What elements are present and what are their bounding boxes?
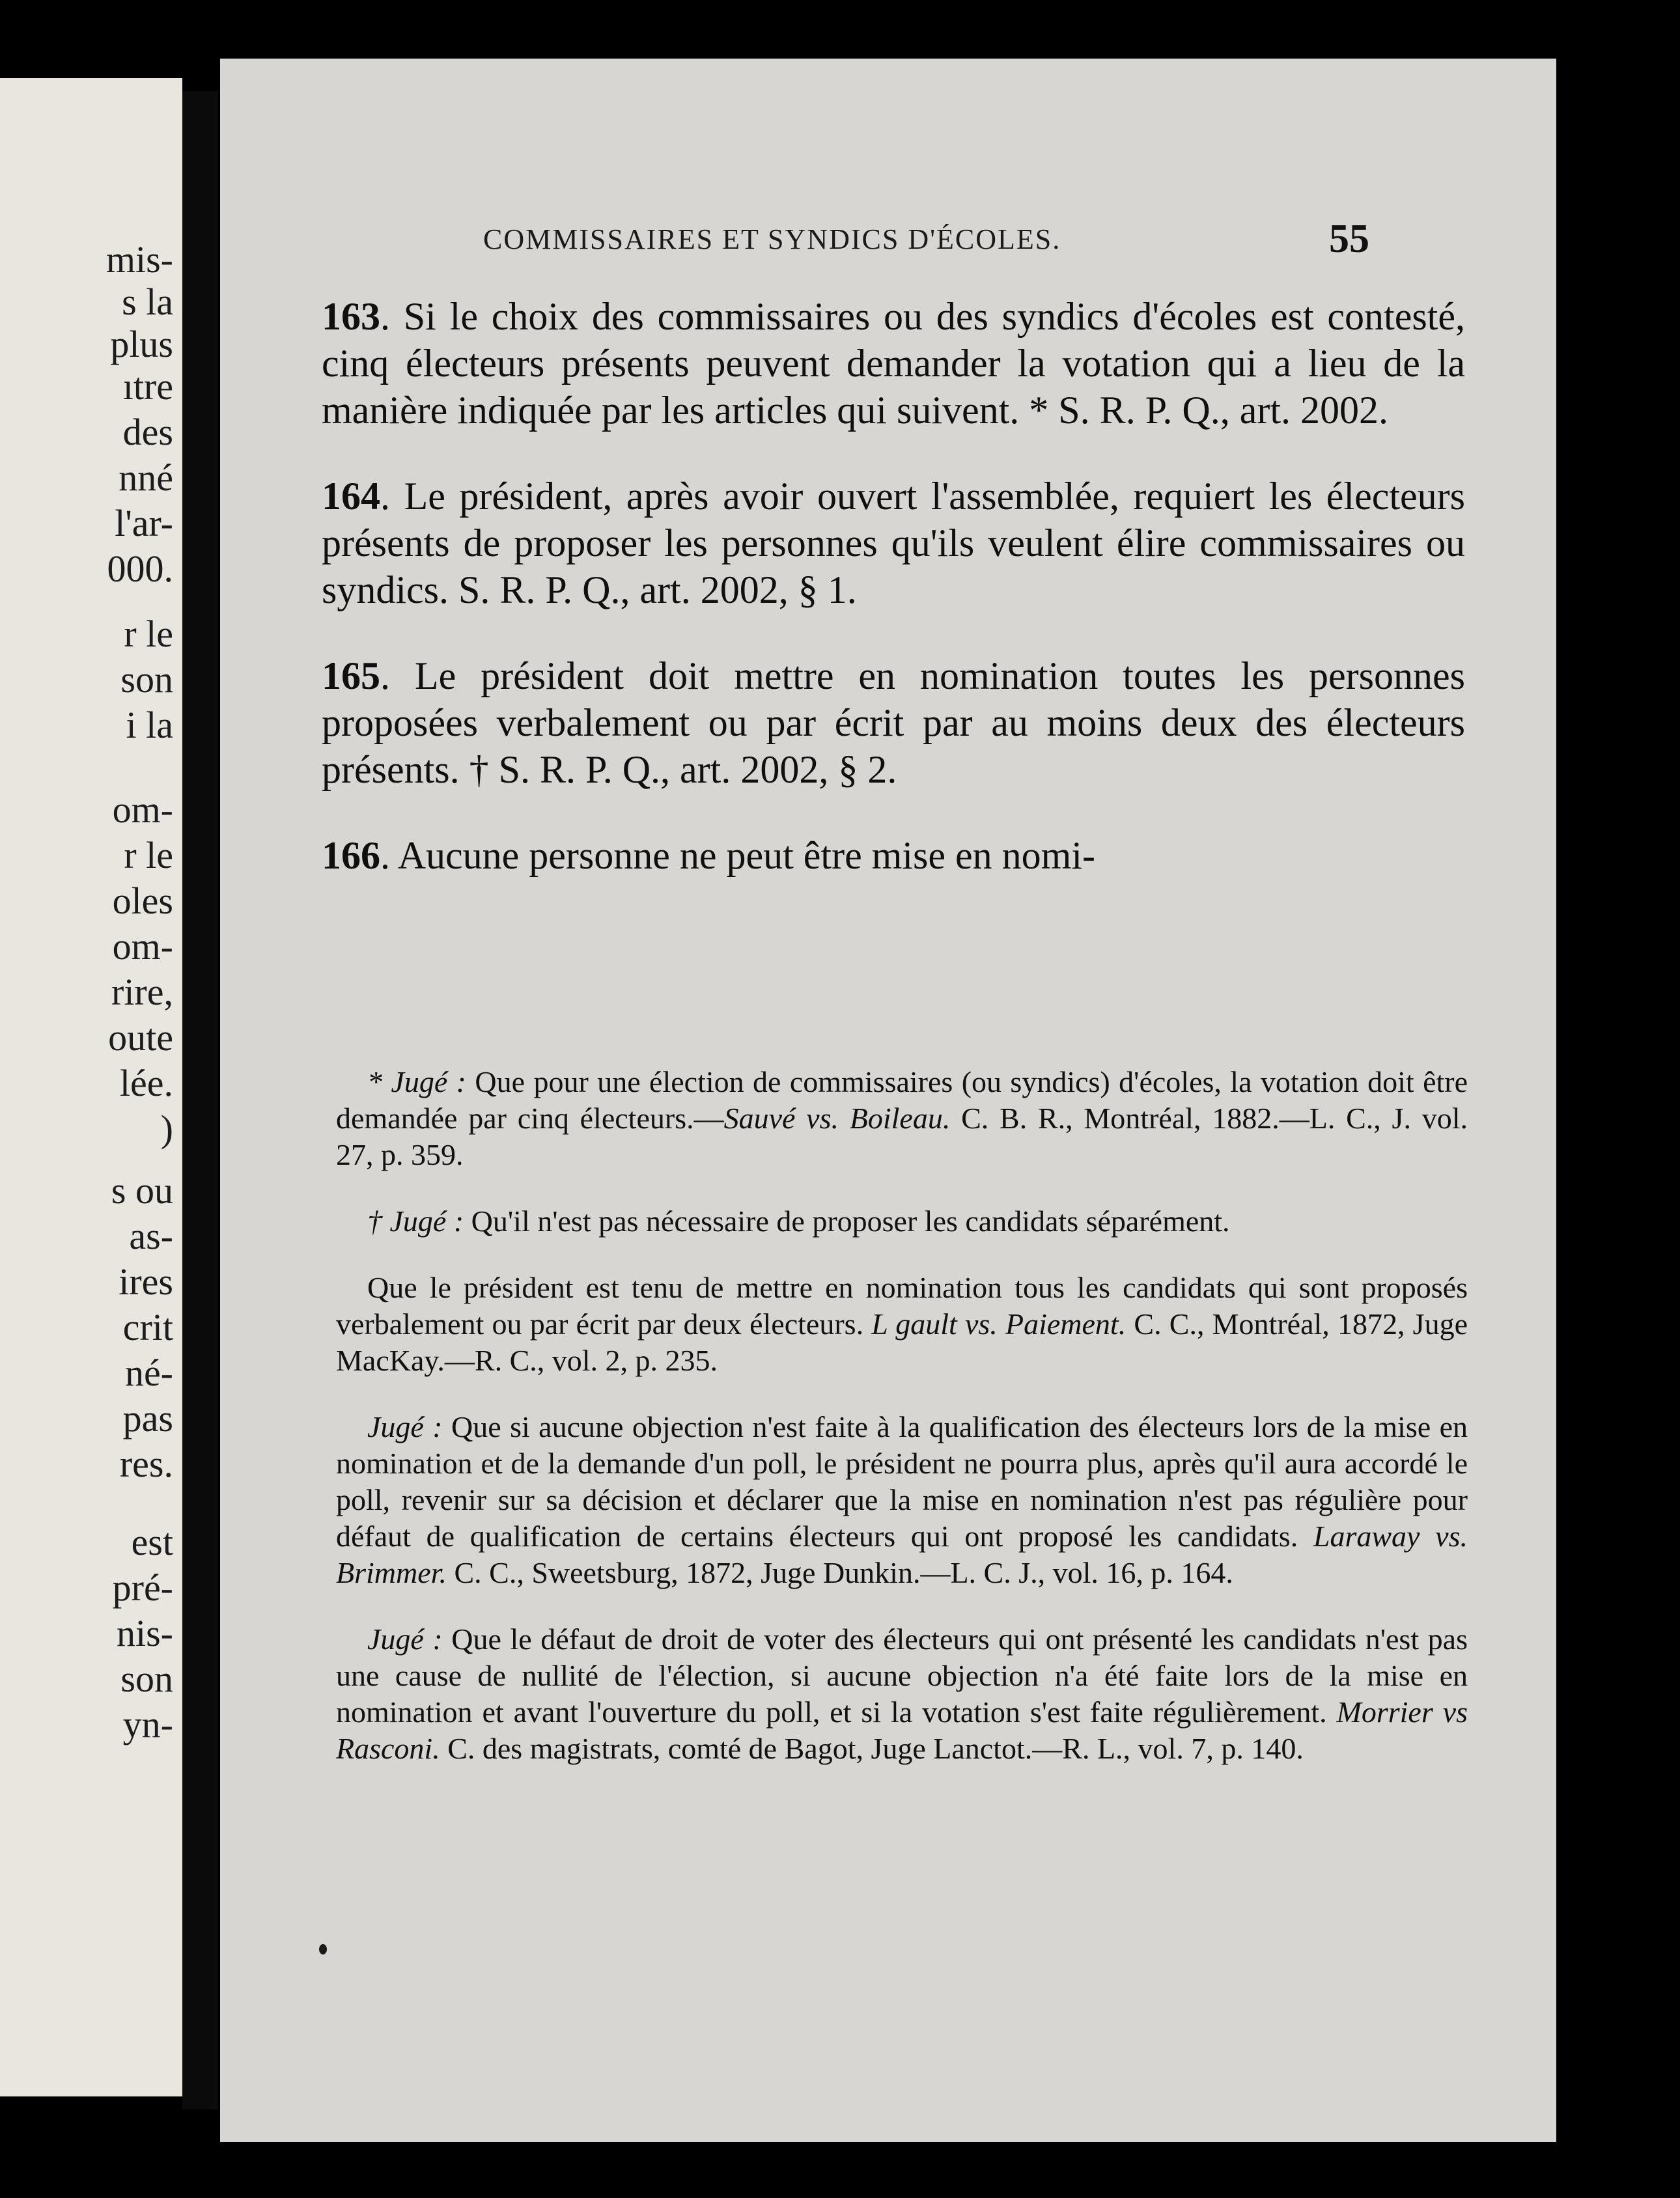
article-text: . Le président, après avoir ouvert l'assemblée, requiert les électeurs présents de proposer les personnes qu'ils veulent élire commissaires ou syndics. S. R. P. Q., art. 2002, § 1.: [322, 475, 1465, 611]
article-166: [322, 832, 1465, 879]
footnote: [336, 1064, 1468, 1173]
note-text: Qu'il n'est pas nécessaire de proposer les candidats séparément.: [464, 1204, 1230, 1238]
note-source: C. B. R., Montréal, 1882.—L. C., J. vol. 27, p. 359.: [336, 1102, 1468, 1171]
left-page-fragment: son: [120, 1658, 173, 1700]
left-page-fragment: res.: [119, 1443, 173, 1485]
articles: [322, 293, 1465, 879]
note-lead: * Jugé :: [367, 1065, 466, 1098]
ink-speck: [319, 1944, 327, 1955]
left-page-fragment: pas: [122, 1397, 173, 1440]
left-page-fragment: son: [120, 658, 173, 701]
running-head: COMMISSAIRES ET SYNDICS D'ÉCOLES.: [483, 223, 1061, 255]
note-source: C. des magistrats, comté de Bagot, Juge Lanctot.—R. L., vol. 7, p. 140.: [440, 1732, 1304, 1765]
left-page-fragment: nné: [119, 456, 173, 499]
left-page-fragment: ): [160, 1107, 173, 1150]
left-page-fragment: mis-: [105, 238, 173, 281]
left-page-fragment: est: [131, 1521, 173, 1563]
left-page-fragment: as-: [129, 1215, 173, 1257]
page-number: 55: [1329, 217, 1369, 261]
page-header: [220, 217, 1556, 262]
footnote: [336, 1270, 1468, 1379]
left-page-fragment: yn-: [122, 1703, 173, 1746]
note-citation: Laraway vs. Brimmer.: [336, 1520, 1468, 1589]
left-page-fragment: oles: [112, 880, 173, 922]
left-page-fragment: crit: [122, 1306, 173, 1348]
note-source: C. C., Sweetsburg, 1872, Juge Dunkin.—L. C. J., vol. 16, p. 164.: [446, 1556, 1233, 1589]
article-text: . Si le choix des commissaires ou des syndics d'écoles est contesté, cinq électeurs présents peuvent demander la votation qui a lieu de la manière indiquée par les articles qui suivent. * S. R. P. Q., art. 2002.: [322, 295, 1465, 432]
note-text: Que si aucune objection n'est faite à la qualification des électeurs lors de la mise en nomination et de la demande d'un poll, le président ne pourra plus, après qu'il aura accordé le poll, revenir sur sa décision et déclarer que la mise en nomination n'est pas régulière pour défaut de qualification de certains électeurs qui ont proposé les candidats.: [336, 1410, 1468, 1553]
left-page-fragment: né-: [124, 1352, 173, 1394]
note-lead: Jugé :: [367, 1622, 443, 1656]
article-number: 166: [322, 834, 380, 877]
left-page-fragment: oute: [108, 1016, 173, 1059]
note-source: C. C., Montréal, 1872, Juge MacKay.—R. C., vol. 2, p. 235.: [336, 1307, 1468, 1377]
left-page-fragment: plus: [110, 323, 173, 365]
left-page-fragment: s la: [122, 281, 173, 323]
note-citation: Sauvé vs. Boileau.: [723, 1102, 951, 1135]
article-text: . Aucune personne ne peut être mise en nomi-: [380, 834, 1095, 877]
footnote: [336, 1409, 1468, 1591]
facing-page-edge: [0, 78, 182, 2096]
article-165: [322, 652, 1465, 793]
book-gutter: [182, 91, 218, 2109]
left-page-fragment: i la: [126, 704, 173, 746]
article-text: . Le président doit mettre en nomination toutes les personnes proposées verbalement ou par écrit par au moins deux des électeurs présents. † S. R. P. Q., art. 2002, § 2.: [322, 654, 1465, 791]
footnotes: [336, 1034, 1468, 1776]
left-page-fragment: l'ar-: [115, 502, 173, 544]
left-page-fragment: pré-: [112, 1566, 173, 1609]
article-number: 165: [322, 654, 380, 697]
article-number: 163: [322, 295, 380, 338]
note-text: Que pour une élection de commissaires (ou syndics) d'écoles, la votation doit être demandée par cinq électeurs.—: [336, 1065, 1468, 1135]
left-page-fragment: des: [122, 411, 173, 453]
left-page-fragment: s ou: [111, 1169, 173, 1212]
note-citation: Morrier vs Rasconi.: [336, 1695, 1468, 1765]
note-text: Que le président est tenu de mettre en nomination tous les candidats qui sont proposés verbalement ou par écrit par deux électeurs.: [336, 1271, 1468, 1341]
left-page-fragment: om-: [112, 925, 173, 967]
article-164: [322, 473, 1465, 613]
note-lead: Jugé :: [367, 1410, 443, 1443]
note-citation: L gault vs. Paiement.: [871, 1307, 1127, 1341]
left-page-fragment: ires: [119, 1260, 173, 1303]
left-page-fragment: ıtre: [122, 365, 173, 408]
article-163: [322, 293, 1465, 434]
footnote: [336, 1203, 1468, 1240]
left-page-fragment: om-: [112, 788, 173, 831]
left-page-fragment: 000.: [107, 548, 173, 590]
note-lead: † Jugé :: [367, 1204, 464, 1238]
left-page-fragment: nis-: [117, 1612, 173, 1654]
article-number: 164: [322, 475, 380, 518]
footnote: [336, 1621, 1468, 1767]
note-text: Que le défaut de droit de voter des électeurs qui ont présenté les candidats n'est pas une cause de nullité de l'élection, si aucune objection n'a été faite lors de la mise en nomination et avant l'ouverture du poll, et si la votation s'est faite régulièrement.: [336, 1622, 1468, 1729]
left-page-fragment: r le: [124, 613, 173, 655]
left-page-fragment: lée.: [119, 1062, 173, 1104]
left-page-fragment: r le: [124, 834, 173, 876]
left-page-fragment: rire,: [111, 971, 173, 1013]
book-page: [220, 59, 1556, 2142]
